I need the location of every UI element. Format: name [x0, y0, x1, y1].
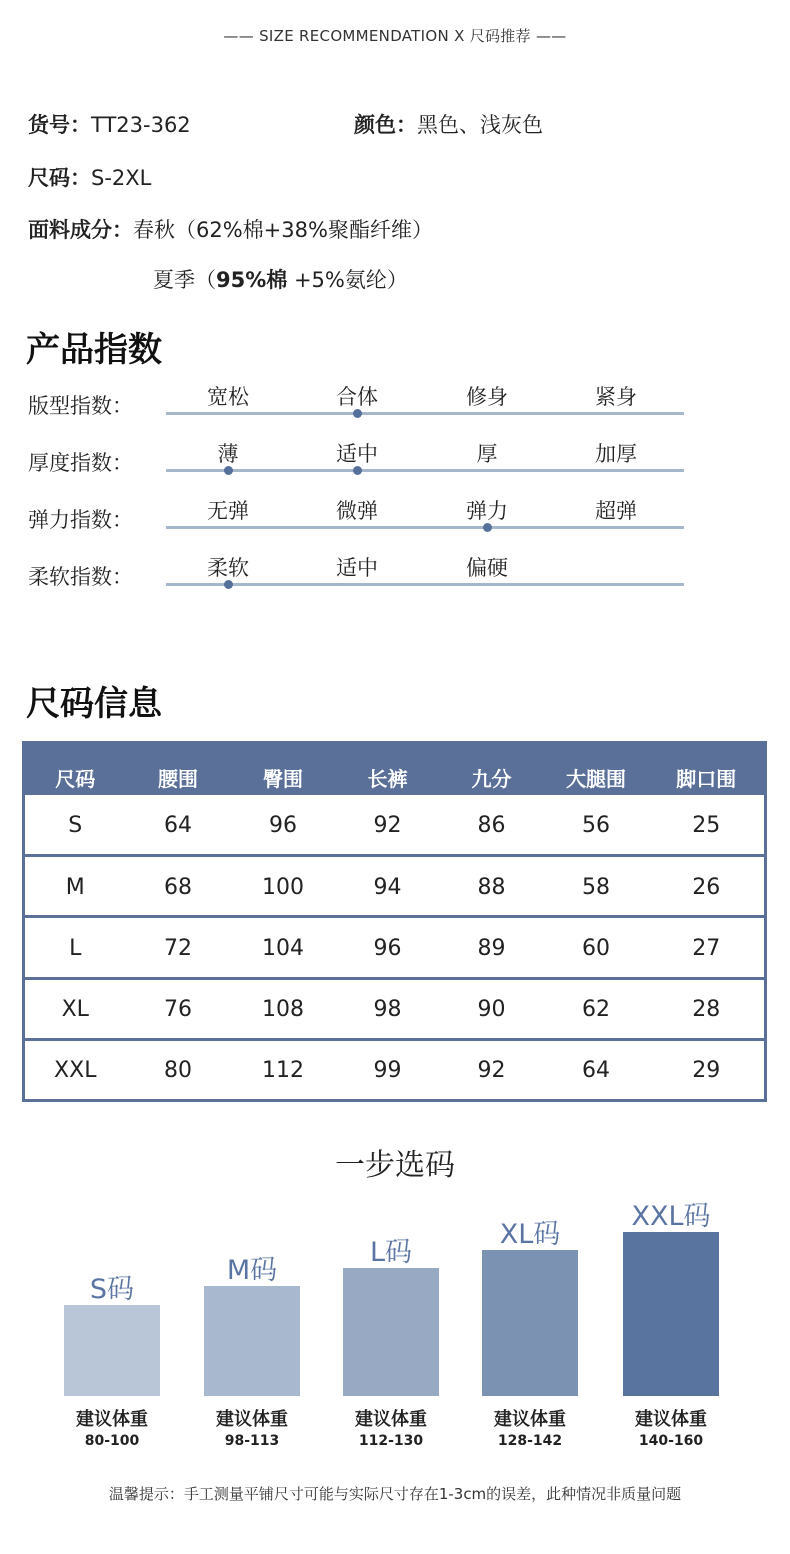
header-cell: 长裤	[367, 766, 408, 791]
size-bar	[623, 1232, 719, 1397]
size-info-title: 尺码信息	[26, 684, 162, 724]
index-marker-dot	[224, 580, 233, 589]
size-table-cell: 96	[269, 812, 297, 838]
header-cell: 九分	[471, 766, 512, 791]
size-table-cell: 72	[164, 935, 192, 961]
index-option: 合体	[336, 385, 378, 409]
size-table-cell: 92	[477, 1058, 506, 1084]
fabric-summer-prefix: 夏季（	[153, 268, 216, 292]
index-option: 适中	[336, 556, 378, 580]
size-table-cell: 100	[262, 874, 304, 900]
index-row-label: 弹力指数：	[28, 508, 133, 532]
weight-range: 80-100	[84, 1433, 140, 1449]
index-option: 柔软	[207, 556, 249, 580]
recommended-weight-label: 建议体重	[76, 1409, 148, 1430]
size-table-cell: XXL	[54, 1058, 97, 1084]
size-table-cell: 99	[373, 1058, 402, 1084]
index-scale-line	[166, 469, 684, 472]
index-option: 适中	[336, 442, 378, 466]
index-option: 无弹	[207, 499, 249, 523]
size-table-cell: 60	[582, 935, 610, 961]
size-table-cell: 108	[262, 997, 304, 1023]
size-bar-label: XXL码	[631, 1200, 711, 1232]
size-table	[22, 741, 767, 1102]
index-row	[0, 495, 790, 552]
item-number	[28, 109, 191, 139]
size-table-cell: 68	[164, 874, 192, 900]
index-marker-dot	[353, 466, 362, 475]
header-cell: 腰围	[158, 766, 198, 791]
size-table-cell: 92	[373, 812, 402, 838]
size-range-label: 尺码：	[28, 166, 91, 190]
size-table-cell: 89	[477, 935, 506, 961]
index-option: 加厚	[595, 442, 637, 466]
size-table-cell: 26	[692, 874, 721, 900]
size-bar-label: M码	[226, 1255, 278, 1287]
index-scale-line	[166, 526, 684, 529]
size-bar-label: L码	[369, 1237, 413, 1269]
header-cell: 臀围	[263, 766, 303, 791]
size-table-row	[24, 978, 766, 1039]
fabric-summer-cotton: 95%棉	[216, 268, 288, 292]
index-row	[0, 381, 790, 438]
weight-range: 128-142	[497, 1433, 563, 1449]
index-option: 修身	[466, 385, 508, 409]
size-table-cell: 25	[692, 812, 721, 838]
index-option: 弹力	[466, 499, 508, 523]
size-table-cell: L	[69, 935, 82, 961]
index-row	[0, 438, 790, 495]
recommended-weight-label: 建议体重	[216, 1409, 288, 1430]
size-table-cell: 88	[477, 874, 506, 900]
index-row	[0, 552, 790, 609]
recommended-weight-label: 建议体重	[355, 1409, 427, 1430]
size-table-cell: 90	[477, 997, 506, 1023]
size-picker-title: 一步选码	[335, 1148, 455, 1183]
size-table-cell: 58	[582, 874, 610, 900]
index-scale-line	[166, 412, 684, 415]
size-bar	[343, 1268, 439, 1396]
size-table-cell: 112	[262, 1058, 304, 1084]
header-cell: 大腿围	[566, 766, 626, 791]
size-table-row	[24, 917, 766, 978]
size-table-cell: 62	[582, 997, 610, 1023]
size-bar	[482, 1250, 578, 1396]
fabric-label: 面料成分：	[28, 218, 133, 242]
index-row-label: 厚度指数：	[28, 451, 133, 475]
size-table-cell: 29	[692, 1058, 721, 1084]
index-option: 微弹	[336, 499, 378, 523]
size-table-cell: M	[65, 874, 85, 900]
index-scale-line	[166, 583, 684, 586]
index-marker-dot	[483, 523, 492, 532]
size-table-cell: 64	[582, 1058, 610, 1084]
size-table-row	[24, 795, 766, 856]
item-number-value: TT23-362	[91, 113, 191, 137]
size-table-cell: 86	[477, 812, 506, 838]
recommended-weight-label: 建议体重	[635, 1409, 707, 1430]
color-info	[354, 109, 543, 139]
weight-range: 140-160	[638, 1433, 704, 1449]
size-table-header-row	[24, 743, 766, 795]
index-option: 偏硬	[466, 556, 508, 580]
size-range-info	[28, 162, 151, 192]
color-value: 黑色、浅灰色	[417, 113, 543, 137]
size-recommendation-header: —— SIZE RECOMMENDATION X 尺码推荐 ——	[223, 27, 567, 45]
size-table-cell: 76	[164, 997, 192, 1023]
color-label: 颜色：	[354, 113, 417, 137]
size-range-value: S-2XL	[91, 166, 152, 190]
index-option: 超弹	[595, 499, 637, 523]
size-table-cell: 94	[373, 874, 402, 900]
index-option: 宽松	[207, 385, 249, 409]
size-bar-label: S码	[89, 1273, 135, 1305]
size-bar	[204, 1286, 300, 1396]
size-table-cell: 80	[164, 1058, 192, 1084]
size-table-cell: 56	[582, 812, 610, 838]
fabric-spring: 春秋（62%棉+38%聚酯纤维）	[133, 218, 433, 242]
weight-range: 112-130	[358, 1433, 424, 1449]
recommended-weight-label: 建议体重	[494, 1409, 566, 1430]
index-marker-dot	[353, 409, 362, 418]
header-cell: 尺码	[55, 766, 96, 791]
product-index-title: 产品指数	[26, 330, 162, 370]
size-table-row	[24, 856, 766, 917]
fabric-info	[28, 214, 433, 244]
index-marker-dot	[224, 466, 233, 475]
size-table-cell: 96	[373, 935, 402, 961]
fabric-summer-rest: +5%氨纶）	[287, 268, 408, 292]
item-number-label: 货号：	[28, 113, 91, 137]
size-bar	[64, 1305, 160, 1396]
size-table-cell: 27	[692, 935, 721, 961]
index-row-label: 版型指数：	[28, 394, 133, 418]
index-option: 厚	[476, 442, 498, 466]
index-option: 薄	[217, 442, 239, 466]
size-table-cell: 104	[262, 935, 304, 961]
weight-range: 98-113	[224, 1433, 280, 1449]
fabric-summer	[153, 264, 408, 294]
header-cell: 脚口围	[676, 766, 737, 791]
size-table-row	[24, 1039, 766, 1100]
index-row-label: 柔软指数：	[28, 565, 133, 589]
measurement-note: 温馨提示：手工测量平铺尺寸可能与实际尺寸存在1-3cm的误差，此种情况非质量问题	[108, 1485, 682, 1503]
size-table-cell: 28	[692, 997, 721, 1023]
size-table-cell: 98	[373, 997, 402, 1023]
size-bar-label: XL码	[499, 1218, 561, 1250]
size-table-cell: XL	[61, 997, 89, 1023]
size-table-cell: 64	[164, 812, 192, 838]
size-table-cell: S	[68, 812, 83, 838]
index-option: 紧身	[595, 385, 637, 409]
